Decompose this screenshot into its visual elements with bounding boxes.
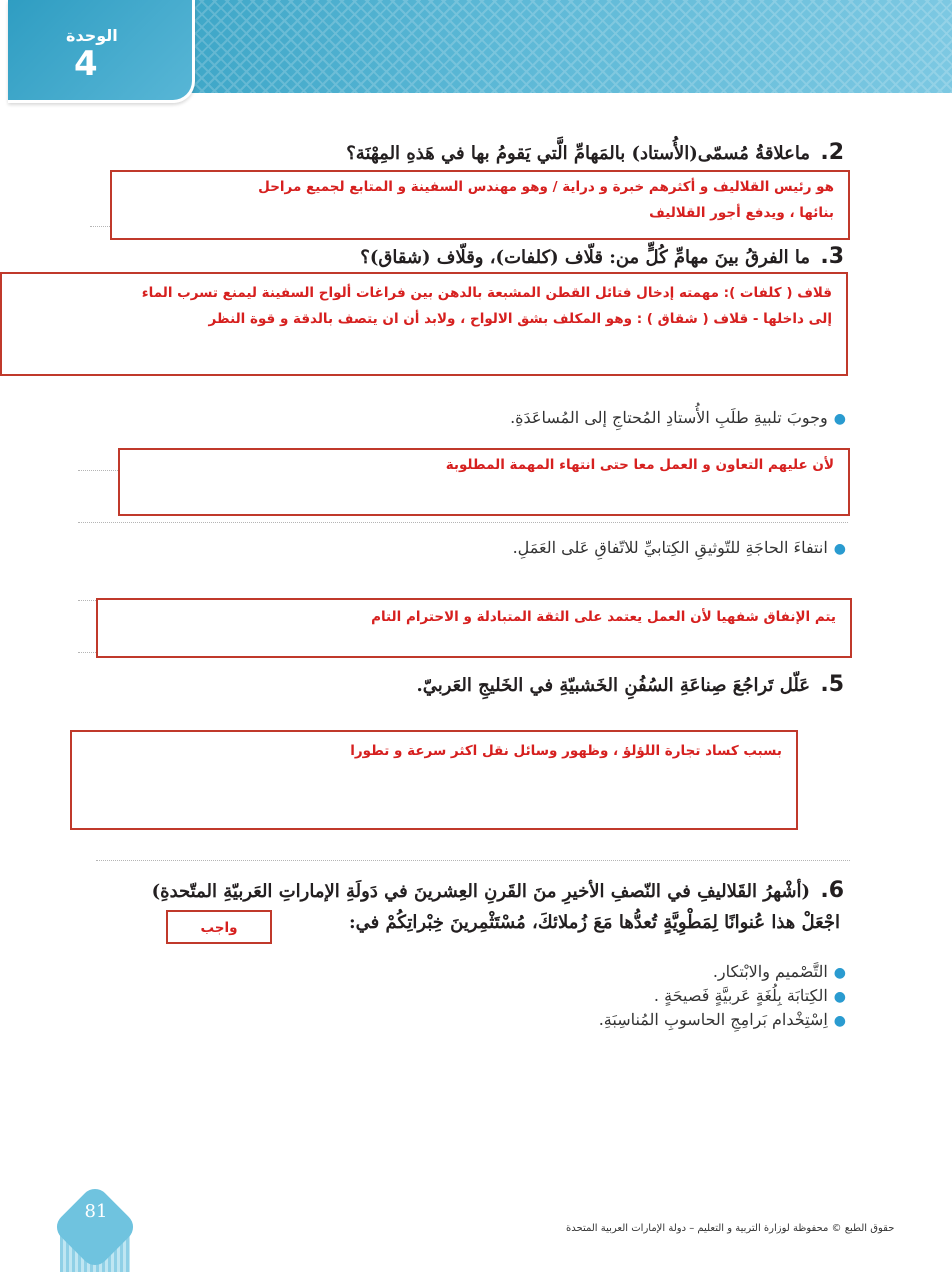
- question-3: [360, 244, 844, 269]
- question-6-line2: اجْعَلْ هذا عُنوانًا لِمَطْوِيَّةٍ تُعدُّها مَعَ زُملائكَ، مُسْتَثْمِرينَ خِبْراتِكُمْ في:: [348, 912, 840, 933]
- question-text: (أشْهرُ القَلاليفِ في النّصفِ الأخيرِ منَ القَرنِ العِشرينَ في دَولَةِ الإماراتِ العَربيّةِ المتّحدةِ): [151, 881, 811, 902]
- header-banner: [190, 0, 952, 93]
- answer-box-q3: [0, 272, 848, 376]
- question-number: 3.: [820, 244, 844, 269]
- page-number: 81: [84, 1201, 108, 1222]
- unit-card: [8, 0, 195, 103]
- unit-label: الوحدة: [66, 26, 118, 45]
- bullet-item: [513, 538, 846, 557]
- answer-line: [78, 522, 848, 523]
- bullet-text: وجوبَ تلبيةِ طلَبِ الأُستادِ المُحتاجِ إلى المُساعَدَةِ.: [510, 408, 828, 427]
- question-text: ماعلاقةُ مُسمّى(الأُستاد) بالمَهامِّ الَّتي يَقومُ بها في هَذهِ المِهْنَة؟: [346, 143, 811, 164]
- question-number: 2.: [820, 140, 844, 165]
- bullet-item: [510, 408, 846, 427]
- homework-label: واجب: [166, 910, 272, 944]
- question-number: 6.: [820, 878, 844, 903]
- bullet-item: [599, 1010, 846, 1029]
- bullet-text: الكِتابَة بِلُغَةٍ عَربيَّةٍ فَصيحَةٍ .: [653, 986, 828, 1005]
- answer-line: [78, 470, 118, 471]
- answer-line-2: بنائها ، ويدفع أجور القلاليف: [649, 205, 834, 221]
- bullet-dot-icon: ●: [833, 541, 846, 557]
- answer-box-q2: [110, 170, 850, 240]
- bullet-text: اِسْتِخْدام بَرامِجِ الحاسوبِ المُناسِبَةِ.: [598, 1010, 828, 1029]
- answer-line-1: قلاف ( كلفات ): مهمته إدخال فتائل القطن المشبعة بالدهن بين فراغات ألواح السفينة ليمنع تسرب الماء: [141, 285, 832, 301]
- question-text: عَلّل تَراجُعَ صِناعَةِ السُفُنِ الخَشبيّةِ في الخَليجِ العَربيّ.: [416, 675, 811, 696]
- answer-text: بسبب كساد تجارة اللؤلؤ ، وظهور وسائل نقل اكثر سرعة و تطورا: [350, 743, 782, 759]
- answer-line-1: هو رئيس القلاليف و أكثرهم خبرة و دراية / وهو مهندس السفينة و المتابع لجميع مراحل: [258, 179, 834, 195]
- bullet-dot-icon: ●: [833, 1013, 846, 1029]
- banner-pattern: [190, 0, 952, 93]
- question-2: [346, 140, 844, 165]
- answer-box-bullet2: [96, 598, 852, 658]
- answer-box-bullet1: [118, 448, 850, 516]
- bullet-text: التَّصْميم والابْتكار.: [712, 962, 828, 981]
- answer-line: [78, 600, 96, 601]
- question-5: [416, 672, 844, 697]
- answer-line: [78, 652, 96, 653]
- answer-line: [96, 860, 850, 861]
- bullet-dot-icon: ●: [833, 989, 846, 1005]
- question-6: [152, 878, 844, 903]
- answer-box-q5: [70, 730, 798, 830]
- answer-line-2: إلى داخلها - قلاف ( شقاق ) : وهو المكلف بشق الالواح ، ولابد أن ان يتصف بالدقة و قوة النظر: [208, 311, 832, 327]
- unit-number: 4: [74, 44, 98, 84]
- answer-text: يتم الإنفاق شفهيا لأن العمل يعتمد على الثقة المتبادلة و الاحترام التام: [371, 609, 836, 625]
- bullet-dot-icon: ●: [833, 411, 846, 427]
- copyright-text: حقوق الطبع © محفوظة لوزارة التربية و التعليم – دولة الإمارات العربية المتحدة: [566, 1223, 895, 1234]
- question-text: ما الفرقُ بينَ مهامِّ كُلٍّ من: قلّاف (كلفات)، وقلّاف (شقاق)؟: [360, 247, 811, 268]
- question-number: 5.: [820, 672, 844, 697]
- bullet-item: [654, 986, 846, 1005]
- bullet-text: انتفاءَ الحاجَةِ للتّوثيقِ الكِتابيِّ للاتّفاقِ عَلى العَمَلِ.: [512, 538, 828, 557]
- answer-text: لأن عليهم التعاون و العمل معا حتى انتهاء المهمة المطلوبة: [445, 457, 834, 473]
- bullet-dot-icon: ●: [833, 965, 846, 981]
- bullet-item: [713, 962, 846, 981]
